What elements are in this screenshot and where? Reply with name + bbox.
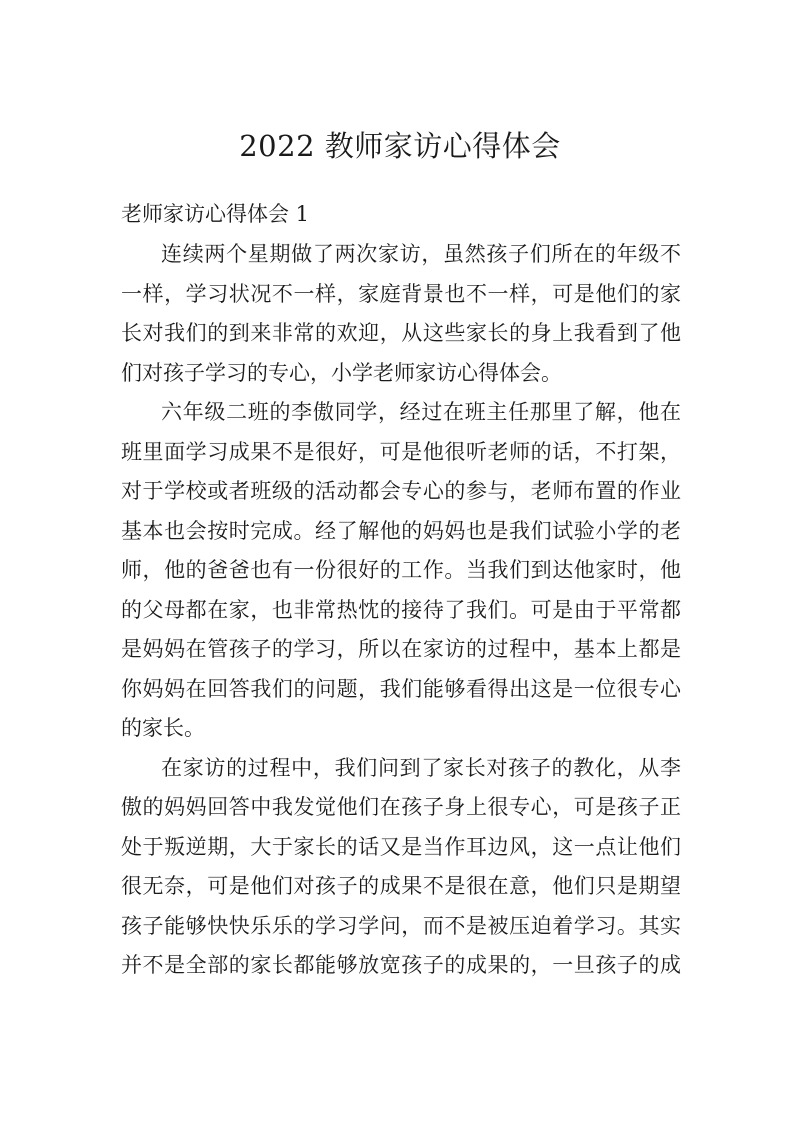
text-line: 连续两个星期做了两次家访，虽然孩子们所在的年级不 [161, 242, 681, 266]
text-line: 并不是全部的家长都能够放宽孩子的成果的，一旦孩子的成 [121, 953, 681, 977]
text-line: 的家长。 [121, 716, 205, 740]
text-line: 长对我们的到来非常的欢迎，从这些家长的身上我看到了他 [121, 321, 681, 345]
text-line: 一样，学习状况不一样，家庭背景也不一样，可是他们的家 [121, 281, 681, 306]
section-heading: 老师家访心得体会 1 [121, 202, 310, 226]
text-line: 对于学校或者班级的活动都会专心的参与，老师布置的作业 [121, 479, 681, 503]
paragraph [121, 235, 681, 393]
document-body [121, 235, 681, 986]
text-line: 在家访的过程中，我们问到了家长对孩子的教化，从李 [161, 755, 681, 780]
document-title: 2022 教师家访心得体会 [239, 129, 561, 163]
text-line: 处于叛逆期，大于家长的话又是当作耳边风，这一点让他们 [121, 834, 681, 859]
text-line: 是妈妈在管孩子的学习，所以在家访的过程中，基本上都是 [121, 637, 681, 661]
text-line: 傲的妈妈回答中我发觉他们在孩子身上很专心，可是孩子正 [121, 795, 681, 819]
text-line: 师，他的爸爸也有一份很好的工作。当我们到达他家时，他 [121, 558, 681, 582]
text-line: 你妈妈在回答我们的问题，我们能够看得出这是一位很专心 [121, 676, 681, 701]
text-line: 孩子能够快快乐乐的学习学问，而不是被压迫着学习。其实 [121, 913, 681, 938]
paragraph [121, 393, 681, 749]
text-line: 六年级二班的李傲同学，经过在班主任那里了解，他在 [161, 400, 681, 424]
text-line: 基本也会按时完成。经了解他的妈妈也是我们试验小学的老 [121, 518, 681, 543]
text-line: 的父母都在家，也非常热忱的接待了我们。可是由于平常都 [121, 597, 681, 622]
text-line: 很无奈，可是他们对孩子的成果不是很在意，他们只是期望 [121, 874, 681, 898]
text-line: 们对孩子学习的专心，小学老师家访心得体会。 [121, 360, 562, 385]
paragraph [121, 749, 681, 986]
text-line: 班里面学习成果不是很好，可是他很听老师的话，不打架， [121, 439, 681, 464]
